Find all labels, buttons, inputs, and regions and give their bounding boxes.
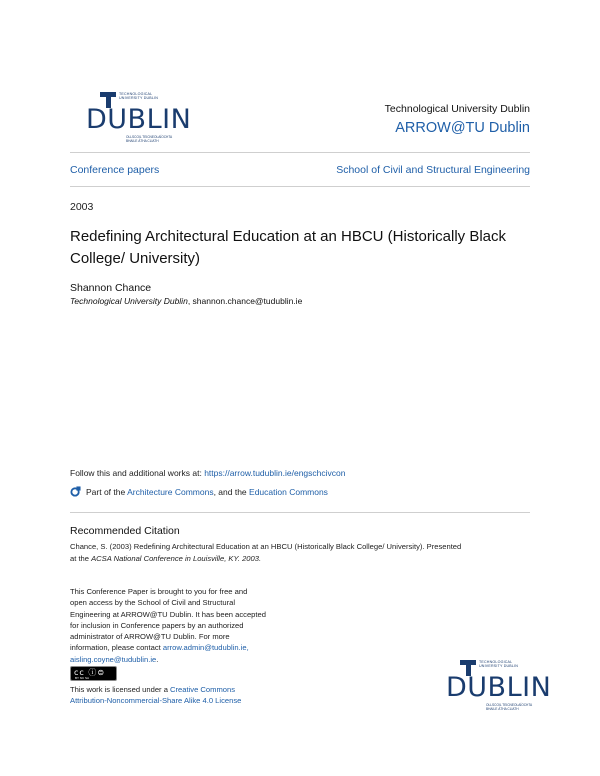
author-email: , shannon.chance@tudublin.ie xyxy=(187,296,303,306)
citation-text xyxy=(70,541,461,565)
creative-commons-badge[interactable] xyxy=(70,666,117,681)
logo-small-text: TECHNOLOGICAL UNIVERSITY DUBLIN xyxy=(119,92,159,100)
tu-dublin-logo-bottom xyxy=(446,660,552,720)
bepress-commons-icon xyxy=(70,486,81,497)
citation-line-2: at the ACSA National Conference in Louisville, KY. 2003. xyxy=(70,554,262,563)
logo-small-text: TECHNOLOGICAL UNIVERSITY DUBLIN xyxy=(479,660,519,668)
part-of-middle: , and the xyxy=(213,487,250,497)
follow-line xyxy=(70,468,345,478)
repository-link[interactable]: ARROW@TU Dublin xyxy=(395,120,530,136)
part-of-line xyxy=(86,487,328,497)
citation-line-1: Chance, S. (2003) Redefining Architectural Education at an HBCU (Historically Black College/ University). Presented xyxy=(70,542,462,551)
school-link[interactable]: School of Civil and Structural Engineering xyxy=(336,164,530,176)
license-link-part-2[interactable]: Attribution-Noncommercial-Share Alike 4.0 License xyxy=(70,696,242,706)
license-text: This work is licensed under a Creative Commons Attribution-Noncommercial-Share Alike 4.0 License xyxy=(70,685,242,706)
nav-divider xyxy=(70,186,530,187)
logo-wordmark: DUBLIN xyxy=(446,672,552,703)
conference-papers-link[interactable]: Conference papers xyxy=(70,164,160,176)
architecture-commons-link[interactable]: Architecture Commons xyxy=(127,487,214,497)
publication-year: 2003 xyxy=(70,201,94,213)
logo-wordmark: DUBLIN xyxy=(86,104,192,135)
tu-dublin-logo-top xyxy=(86,92,192,152)
title-line-1: Redefining Architectural Education at an HBCU (Historically Black xyxy=(70,228,507,245)
education-commons-link[interactable]: Education Commons xyxy=(249,487,328,497)
logo-irish-text: OLLSCOIL TEICNEOLAÍOCHTA BHAILE ÁTHA CLIATH xyxy=(126,135,173,143)
cc-badge-tags: BY NC SA xyxy=(75,676,89,680)
part-of-prefix: Part of the xyxy=(86,487,128,497)
author-name: Shannon Chance xyxy=(70,282,152,294)
citation-heading: Recommended Citation xyxy=(70,525,180,537)
institution-name: Technological University Dublin xyxy=(384,103,530,115)
license-link-part-1[interactable]: Creative Commons xyxy=(170,685,236,694)
open-access-notice: This Conference Paper is brought to you for free and open access by the School of Civil and Structural Engineering at ARROW@TU Dublin. It has been accepted for inclusion in Conference papers by an authorized administrator of ARROW@TU Dublin. For more information, please contact arrow.admin@tudublin.ie, aisling.coyne@tudublin.ie. xyxy=(70,587,266,664)
citation-divider xyxy=(70,512,530,513)
citation-venue: ACSA National Conference in Louisville, KY. 2003. xyxy=(91,554,262,563)
follow-prefix: Follow this and additional works at: xyxy=(70,468,205,478)
cc-by-nc-sa-icon: cc ⓘ⊜ xyxy=(74,668,106,677)
title-line-2: College/ University) xyxy=(70,250,201,267)
logo-irish-text: OLLSCOIL TEICNEOLAÍOCHTA BHAILE ÁTHA CLIATH xyxy=(486,703,533,711)
contact-email-1-link[interactable]: arrow.admin@tudublin.ie, xyxy=(162,643,249,653)
author-affiliation: Technological University Dublin xyxy=(70,296,188,306)
follow-url-link[interactable]: https://arrow.tudublin.ie/engschcivcon xyxy=(204,468,346,478)
contact-email-2-link[interactable]: aisling.coyne@tudublin.ie xyxy=(70,654,157,664)
header-divider xyxy=(70,152,530,153)
author-affiliation-line xyxy=(70,296,302,306)
paper-title xyxy=(70,226,540,270)
